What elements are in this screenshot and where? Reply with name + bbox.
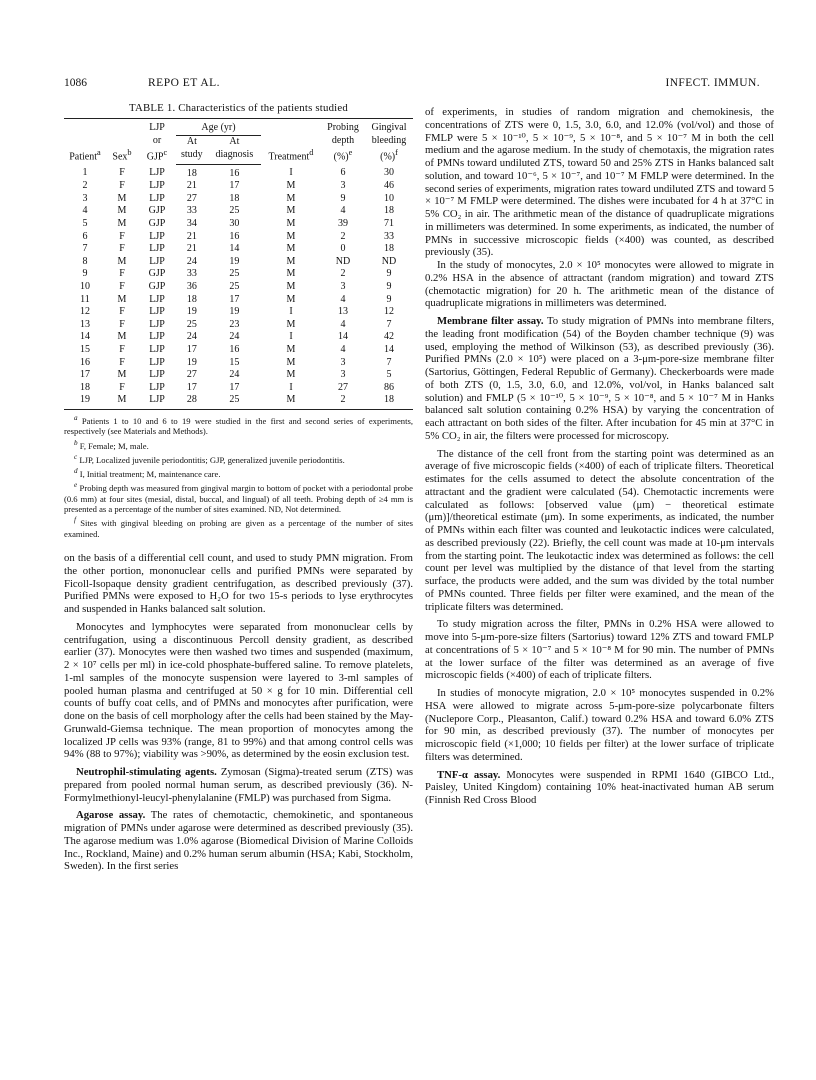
- footnote-d: $^d$ I, Initial treatment; M, maintenance care.: [74, 467, 221, 479]
- cell-sex: F: [119, 243, 125, 255]
- cell-age-at-diagnosis: 14: [229, 243, 240, 255]
- cell-sex: F: [119, 180, 125, 192]
- page-number: 1086: [64, 77, 87, 89]
- cell-probing-depth: 3: [340, 369, 346, 381]
- cell-age-at-study: 27: [186, 369, 197, 381]
- footnote-e: $^e$ Probing depth was measured from gingival margin to bottom of pocket with a periodontal probe (0.6 mm) at four sites (mesial, distal, buccal, and lingual) of all teeth. Probing depth of ≥4 mm is presented as a percentage of the number of sites examined. ND, Not determined.: [64, 481, 413, 515]
- running-title: REPO ET AL.: [148, 77, 221, 89]
- cell-treatment: I: [289, 381, 293, 393]
- cell-age-at-study: 17: [186, 343, 197, 355]
- cell-type: LJP: [149, 243, 165, 255]
- cell-gingival-bleeding: 33: [384, 230, 394, 242]
- cell-patient: 2: [82, 180, 88, 192]
- cell-type: LJP: [149, 306, 165, 318]
- cell-age-at-study: 36: [186, 280, 197, 292]
- cell-probing-depth: 3: [340, 356, 346, 368]
- cell-patient: 1: [82, 167, 88, 179]
- cell-age-at-study: 21: [186, 180, 197, 192]
- cell-treatment: M: [286, 268, 296, 280]
- cell-sex: M: [117, 205, 127, 217]
- cell-probing-depth: 0: [340, 243, 346, 255]
- cell-patient: 15: [80, 343, 90, 355]
- cell-treatment: I: [289, 306, 293, 318]
- cell-type: LJP: [149, 255, 165, 267]
- cell-treatment: M: [286, 318, 296, 330]
- table-row: [64, 218, 413, 231]
- cell-gingival-bleeding: 14: [384, 343, 394, 355]
- table-row: [64, 319, 413, 332]
- cell-gingival-bleeding: 18: [384, 243, 394, 255]
- cell-probing-depth: 13: [338, 306, 348, 318]
- cell-treatment: M: [286, 280, 296, 292]
- cell-treatment: M: [286, 192, 296, 204]
- table-row: [64, 256, 413, 269]
- table-footnotes: [64, 413, 413, 539]
- left-paragraph-4: Agarose assay. The rates of chemotactic, chemokinetic, and spontaneous migration of PMNs under agarose were determined as described previously (35). The agarose medium was 1.0% agarose (Biomedical Division of Marine Colloids Inc., Rockland, Maine) and 0.2% human serum albumin (HSA; Kabi, Stockholm, Sweden). In the first series: [64, 809, 413, 873]
- left-column: [64, 102, 413, 873]
- cell-type: GJP: [148, 268, 166, 280]
- right-paragraph-1: of experiments, in studies of random migration and chemokinesis, the concentrations of ZTS were 0, 1.5, 3.0, 6.0, and 12.0% (vol/vol) and those of FMLP were 5 × 10⁻¹⁰, 5 × 10⁻⁹, 5 × 10⁻⁸, and 5 × 10⁻⁷ M in both the cell medium and the agarose medium. In the study of chemotaxis, the migration rates of PMNs toward undiluted ZTS, toward 50 and 25% ZTS in Hanks balanced salt solution, and toward 10⁻⁶, 5 × 10⁻⁷, and 10⁻⁷ M FMLP were determined. In the second series of experiments, migration rates toward undiluted ZTS and toward 5 × 10⁻⁷ M FMLP were determined. The dishes were incubated for 4 h at 37°C in 5% CO₂ in air. The arithmetic mean of the distance of quadruplicate migrations in millimeters was determined. In some experiments, as indicated, the number of PMNs in successive microscopic fields (×400) was counted, as described previously (35).: [425, 106, 774, 259]
- cell-patient: 17: [80, 369, 90, 381]
- cell-patient: 8: [82, 255, 88, 267]
- right-paragraph-6: In studies of monocyte migration, 2.0 × 10⁵ monocytes suspended in 0.2% HSA were allowed to migrate across 5-μm-pore-size polycarbonate filters (Nuclepore Corp., Pleasanton, Calif.) toward 0.2% HSA and toward 6.0% ZTS for 90 min, as described previously (37). The number of monocytes per microscopic field (×1,000; 10 fields per filter) at the lower surface of triplicate filters was determined.: [425, 687, 774, 763]
- patients-table: [64, 118, 413, 410]
- cell-age-at-study: 17: [186, 381, 197, 393]
- cell-probing-depth: 4: [340, 205, 346, 217]
- cell-patient: 16: [80, 356, 90, 368]
- cell-probing-depth: 3: [340, 180, 346, 192]
- cell-age-at-study: 33: [186, 205, 197, 217]
- cell-age-at-diagnosis: 16: [229, 343, 240, 355]
- cell-gingival-bleeding: 9: [386, 293, 392, 305]
- table-row: [64, 268, 413, 281]
- cell-age-at-diagnosis: 25: [208, 394, 261, 409]
- col-sex: Sex$^b$: [106, 119, 138, 165]
- cell-gingival-bleeding: 9: [386, 280, 392, 292]
- cell-sex: M: [117, 331, 127, 343]
- cell-age-at-diagnosis: 25: [229, 268, 240, 280]
- cell-type: GJP: [148, 205, 166, 217]
- cell-probing-depth: 2: [340, 268, 346, 280]
- cell-age-at-diagnosis: 25: [229, 205, 240, 217]
- footnote-f: $^f$ Sites with gingival bleeding on probing are given as a percentage of the number of sites examined.: [64, 516, 413, 539]
- cell-probing-depth: 2: [340, 230, 346, 242]
- cell-age-at-diagnosis: 15: [229, 356, 240, 368]
- cell-gingival-bleeding: 46: [384, 180, 394, 192]
- cell-sex: F: [119, 343, 125, 355]
- cell-gingival-bleeding: 18: [365, 394, 413, 409]
- cell-type: GJP: [148, 217, 166, 229]
- right-paragraph-5: To study migration across the filter, PMNs in 0.2% HSA were allowed to move into 5-μm-pore-size filters (Sartorius) toward 12% ZTS and toward FMLP at concentrations of 5 × 10⁻⁷ and 5 × 10⁻⁸ M for 90 min. The number of PMNs at the lower surface of the filter was determined as an average of five microscopic fields (×400) of each of triplicate filters.: [425, 618, 774, 682]
- cell-age-at-study: 24: [186, 255, 197, 267]
- footnote-c: $^c$ LJP, Localized juvenile periodontitis; GJP, generalized juvenile periodontitis.: [74, 452, 345, 465]
- cell-age-at-study: 21: [186, 230, 197, 242]
- table-row: [64, 344, 413, 357]
- cell-probing-depth: 4: [340, 293, 346, 305]
- right-paragraph-4: The distance of the cell front from the starting point was determined as an average of five microscopic fields (×400) of each of triplicate filters. Theoretical estimates for the cells assumed to detect the absolute concentration of the attractant and the gradient were calculated (54). Chemotactic increments were calculated as follows: [observed value (μm) − theoretical estimate (μm)]/theoretical estimate (μm). In some experiments, as indicated, the number of PMNs within each filter was counted and leukotactic indices were calculated, as described previously (22). Briefly, the cell count was made at 10-μm intervals from the starting point. The leukotactic index was determined as follows: the cell count per level was multiplied by the distance of that level from the starting surface, the products were added, and the sum was divided by the total number of PMNs counted. Three fields per filter were examined, and the mean of the triplicate filters was determined.: [425, 447, 774, 613]
- section-heading-tnf-assay: TNF-α assay.: [437, 768, 501, 781]
- cell-age-at-diagnosis: 30: [229, 217, 240, 229]
- cell-age-at-study: 24: [186, 331, 197, 343]
- cell-probing-depth: 39: [338, 217, 348, 229]
- cell-treatment: M: [286, 356, 296, 368]
- col-treatment: Treatment$^d$: [261, 119, 321, 165]
- cell-age-at-study: 28: [176, 394, 208, 409]
- section-heading-membrane-filter: Membrane filter assay.: [437, 315, 544, 327]
- cell-patient: 13: [80, 318, 90, 330]
- table-row: [64, 331, 413, 344]
- cell-patient: 3: [82, 192, 88, 204]
- cell-age-at-diagnosis: 18: [229, 192, 240, 204]
- cell-patient: 7: [82, 243, 88, 255]
- right-paragraph-7: TNF-α assay. Monocytes were suspended in RPMI 1640 (GIBCO Ltd., Paisley, United Kingdom) containing 10% heat-inactivated human AB serum (Finnish Red Cross Blood: [425, 768, 774, 806]
- cell-type: LJP: [149, 192, 165, 204]
- table-row: [64, 394, 413, 409]
- table-row: [64, 294, 413, 307]
- cell-treatment: M: [286, 369, 296, 381]
- cell-age-at-study: 34: [186, 217, 197, 229]
- cell-treatment: M: [286, 180, 296, 192]
- cell-probing-depth: ND: [335, 255, 351, 267]
- cell-gingival-bleeding: 12: [384, 306, 394, 318]
- cell-sex: M: [117, 255, 127, 267]
- cell-treatment: M: [286, 230, 296, 242]
- table-row: [64, 193, 413, 206]
- cell-gingival-bleeding: 42: [384, 331, 394, 343]
- table-row: [64, 180, 413, 193]
- cell-type: LJP: [149, 331, 165, 343]
- cell-age-at-study: 25: [186, 318, 197, 330]
- table-row: [64, 164, 413, 180]
- patients-table-body: [64, 164, 413, 409]
- cell-age-at-diagnosis: 19: [229, 306, 240, 318]
- cell-probing-depth: 6: [340, 167, 346, 179]
- cell-patient: 19: [64, 394, 106, 409]
- journal-name: INFECT. IMMUN.: [665, 77, 760, 89]
- cell-probing-depth: 4: [340, 318, 346, 330]
- cell-type: LJP: [149, 356, 165, 368]
- table-row: [64, 369, 413, 382]
- cell-gingival-bleeding: 9: [386, 268, 392, 280]
- cell-patient: 14: [80, 331, 90, 343]
- section-heading-agarose-assay: Agarose assay.: [76, 809, 146, 822]
- cell-treatment: M: [286, 293, 296, 305]
- col-probing-depth: Probing depth (%)$^e$: [321, 119, 365, 165]
- table-row: [64, 382, 413, 395]
- cell-sex: F: [119, 356, 125, 368]
- cell-treatment: M: [286, 217, 296, 229]
- footnote-b: $^b$ F, Female; M, male.: [74, 438, 149, 451]
- cell-probing-depth: 3: [340, 280, 346, 292]
- cell-type: LJP: [149, 167, 165, 179]
- table-row: [64, 281, 413, 294]
- right-paragraph-3: Membrane filter assay. To study migration of PMNs into membrane filters, the leading front modification (54) of the Boyden chamber technique (9) was used, employing the method of Wilkinson (53), as described previously (36). Purified PMNs (2.0 × 10⁵) were placed on a 3-μm-pore-size membrane filter (Sartorius, Göttingen, Federal Republic of Germany). Checkerboards were made of both ZTS (0, 1.5, 3.0, 6.0, and 12.0%, vol/vol, in Hanks balanced salt solution) and FMLP (5 × 10⁻¹⁰, 5 × 10⁻⁹, 5 × 10⁻⁸, and 5 × 10⁻⁷ M in Hanks balanced salt solution containing 0.2% HSA) by varying the concentration of each attractant on both sides of the filter. After incubation for 45 min at 37°C in 5% CO₂ in air, the filters were processed for microscopy.: [425, 315, 774, 442]
- cell-type: LJP: [149, 293, 165, 305]
- cell-patient: 4: [82, 205, 88, 217]
- cell-gingival-bleeding: 86: [384, 381, 394, 393]
- cell-treatment: I: [289, 331, 293, 343]
- col-age-group: Age (yr): [176, 119, 261, 136]
- cell-treatment: M: [286, 243, 296, 255]
- cell-age-at-diagnosis: 19: [229, 255, 240, 267]
- left-paragraph-3: Neutrophil-stimulating agents. Zymosan (Sigma)-treated serum (ZTS) was prepared from pooled normal human serum, as described previously (36). N-Formylmethionyl-leucyl-phenylalanine (FMLP) was purchased from Sigma.: [64, 766, 413, 804]
- cell-probing-depth: 27: [338, 381, 348, 393]
- cell-patient: 11: [80, 293, 90, 305]
- col-ljp-gjp: LJP or GJP$^c$: [138, 119, 176, 165]
- cell-age-at-study: 18: [186, 167, 197, 179]
- right-column: [425, 80, 774, 807]
- cell-type: LJP: [149, 381, 165, 393]
- cell-age-at-study: 21: [186, 243, 197, 255]
- cell-type: LJP: [149, 180, 165, 192]
- col-age-at-study: At study: [176, 135, 208, 164]
- table-caption: TABLE 1. Characteristics of the patients studied: [129, 102, 348, 114]
- col-gingival-bleeding: Gingival bleeding (%)$^f$: [365, 119, 413, 165]
- cell-age-at-diagnosis: 24: [229, 369, 240, 381]
- cell-age-at-study: 27: [186, 192, 197, 204]
- cell-gingival-bleeding: 30: [384, 167, 394, 179]
- cell-probing-depth: 9: [340, 192, 346, 204]
- cell-type: LJP: [149, 343, 165, 355]
- left-paragraph-2: Monocytes and lymphocytes were separated from mononuclear cells by centrifugation, using a discontinuous Percoll density gradient, as described earlier (37). Monocytes were then washed two times and suspended (maximum, 2 × 10⁷ cells per ml) in ice-cold phosphate-buffered saline. To remove platelets, 1-ml samples of the monocyte suspension were layered to 3-ml samples of pooled human plasma and centrifuged at 50 × g for 10 min. Differential cell counts of buffy coat cells, and of PMNs and monocytes after purification, were done on the basis of cell morphology after the cells had been stained by the May-Grunwald-Giemsa technique. The mean proportion of monocytes among the localized JP cells was 93% (range, 81 to 99%) and that among control cells was 94% (88 to 97%); viability was >90%, as determined by the eosin exclusion test.: [64, 620, 413, 761]
- section-heading-stimulating-agents: Neutrophil-stimulating agents.: [76, 766, 217, 779]
- cell-treatment: M: [286, 255, 296, 267]
- col-patient: Patient$^a$: [64, 119, 106, 165]
- cell-patient: 18: [80, 381, 90, 393]
- cell-sex: M: [106, 394, 138, 409]
- cell-type: LJP: [149, 369, 165, 381]
- table-row: [64, 357, 413, 370]
- cell-sex: F: [119, 268, 125, 280]
- cell-gingival-bleeding: 10: [384, 192, 394, 204]
- cell-age-at-diagnosis: 23: [229, 318, 240, 330]
- cell-age-at-study: 19: [186, 306, 197, 318]
- cell-sex: F: [119, 306, 125, 318]
- cell-probing-depth: 14: [338, 331, 348, 343]
- cell-gingival-bleeding: ND: [381, 255, 397, 267]
- cell-gingival-bleeding: 5: [386, 369, 392, 381]
- cell-treatment: M: [286, 343, 296, 355]
- cell-sex: F: [119, 230, 125, 242]
- cell-age-at-diagnosis: 25: [229, 280, 240, 292]
- cell-patient: 9: [82, 268, 88, 280]
- right-paragraph-2: In the study of monocytes, 2.0 × 10⁵ monocytes were allowed to migrate in 0.2% HSA in the absence of attractant (random migration) and toward ZTS (chemotactic migration) for 20 h. The arithmetic mean of the distance of quadruplicate migrations in millimeters was determined.: [425, 259, 774, 310]
- cell-patient: 10: [80, 280, 90, 292]
- cell-treatment: M: [286, 205, 296, 217]
- cell-type: GJP: [148, 280, 166, 292]
- cell-type: LJP: [149, 318, 165, 330]
- table-row: [64, 205, 413, 218]
- cell-gingival-bleeding: 18: [384, 205, 394, 217]
- cell-treatment: I: [289, 167, 293, 179]
- cell-sex: F: [119, 381, 125, 393]
- cell-age-at-diagnosis: 17: [229, 180, 240, 192]
- cell-probing-depth: 4: [340, 343, 346, 355]
- cell-age-at-diagnosis: 16: [229, 167, 240, 179]
- left-paragraph-1: on the basis of a differential cell count, and used to study PMN migration. From the other portion, mononuclear cells and purified PMNs were separated by Ficoll-Isopaque density gradient centrifugation, as described previously (37). Purified PMNs were exposed to H₂O for two 15-s periods to lyse erythrocytes and suspended in Hanks balanced salt solution.: [64, 552, 413, 616]
- cell-age-at-study: 18: [186, 293, 197, 305]
- cell-treatment: M: [261, 394, 321, 409]
- cell-probing-depth: 2: [321, 394, 365, 409]
- cell-age-at-diagnosis: 17: [229, 293, 240, 305]
- cell-sex: M: [117, 293, 127, 305]
- cell-sex: F: [119, 167, 125, 179]
- table-row: [64, 231, 413, 244]
- cell-sex: M: [117, 192, 127, 204]
- cell-patient: 12: [80, 306, 90, 318]
- cell-gingival-bleeding: 71: [384, 217, 394, 229]
- cell-age-at-diagnosis: 24: [229, 331, 240, 343]
- cell-age-at-study: 33: [186, 268, 197, 280]
- cell-age-at-diagnosis: 16: [229, 230, 240, 242]
- cell-sex: M: [117, 217, 127, 229]
- cell-sex: M: [117, 369, 127, 381]
- cell-sex: F: [119, 318, 125, 330]
- cell-age-at-diagnosis: 17: [229, 381, 240, 393]
- footnote-a: $^a$ Patients 1 to 10 and 6 to 19 were studied in the first and second series of experiments, respectively (see Materials and Methods).: [64, 413, 413, 437]
- table-row: [64, 306, 413, 319]
- cell-gingival-bleeding: 7: [386, 318, 392, 330]
- col-age-at-diagnosis: At diagnosis: [208, 135, 261, 164]
- cell-type: LJP: [138, 394, 176, 409]
- cell-type: LJP: [149, 230, 165, 242]
- cell-gingival-bleeding: 7: [386, 356, 392, 368]
- cell-age-at-study: 19: [186, 356, 197, 368]
- cell-patient: 5: [82, 217, 88, 229]
- cell-patient: 6: [82, 230, 88, 242]
- cell-sex: F: [119, 280, 125, 292]
- table-row: [64, 243, 413, 256]
